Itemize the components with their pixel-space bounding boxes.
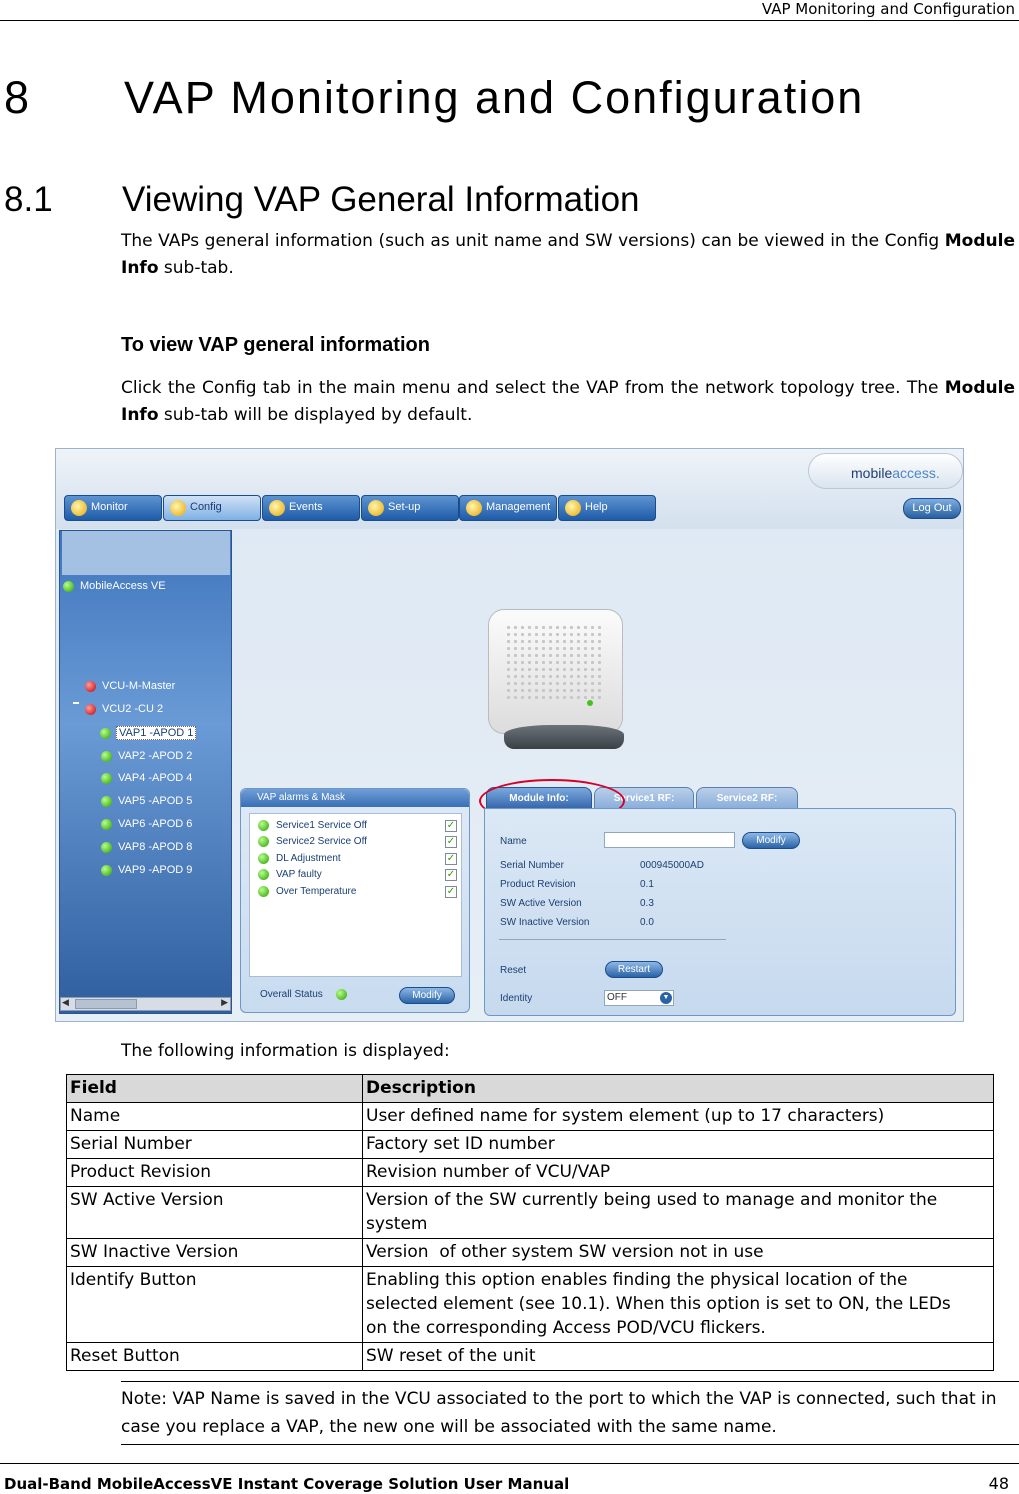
chevron-down-icon[interactable]: ▼ — [660, 992, 672, 1004]
status-led-icon — [100, 728, 111, 739]
field-cell: Serial Number — [67, 1131, 363, 1159]
logo-text — [851, 465, 940, 481]
field-cell: Identify Button — [67, 1267, 363, 1343]
device-led — [587, 700, 593, 706]
alarm-label: VAP faulty — [276, 869, 322, 880]
topology-tree — [59, 530, 232, 1014]
nav-label: Config — [190, 501, 222, 513]
status-led-icon — [101, 865, 112, 876]
table-row — [67, 1187, 994, 1239]
tree-node-vap1[interactable] — [116, 726, 196, 740]
status-led-icon — [258, 820, 269, 831]
header-description: Description — [363, 1075, 994, 1103]
status-led-icon — [258, 886, 269, 897]
nav-help-button[interactable] — [558, 495, 656, 521]
chapter-heading — [4, 72, 864, 124]
description-cell: Factory set ID number — [363, 1131, 994, 1159]
help-icon — [565, 500, 581, 516]
scroll-left-icon[interactable]: ◀ — [62, 998, 69, 1008]
status-led-icon — [101, 796, 112, 807]
field-cell: SW Inactive Version — [67, 1239, 363, 1267]
status-led-icon — [258, 853, 269, 864]
management-icon — [466, 500, 482, 516]
restart-button[interactable]: Restart — [605, 961, 663, 978]
tree-scrollbar[interactable] — [60, 997, 231, 1011]
tree-node-vap4[interactable] — [118, 772, 192, 784]
table-row — [67, 1159, 994, 1187]
vap-alarms-panel — [240, 788, 470, 1013]
tree-node-label: VAP4 -APOD 4 — [118, 772, 193, 784]
status-led-icon — [85, 681, 96, 692]
nav-label: Help — [585, 501, 608, 513]
footer-title: Dual-Band MobileAccessVE Instant Coverage Solution User Manual — [4, 1475, 570, 1493]
alarm-mask-checkbox[interactable]: ✓ — [446, 820, 456, 831]
alarm-label: DL Adjustment — [276, 853, 341, 864]
alarm-mask-checkbox[interactable]: ✓ — [446, 886, 456, 897]
alarm-label: Service1 Service Off — [276, 820, 367, 831]
device-body — [488, 609, 623, 734]
tree-node-vap9[interactable] — [118, 864, 192, 876]
status-led-icon — [336, 989, 347, 1000]
serial-number-value: 000945000AD — [640, 860, 704, 871]
access-pod-device-image — [486, 609, 626, 759]
table-row — [67, 1131, 994, 1159]
alarm-item — [276, 869, 322, 880]
tree-node-label: VAP2 -APOD 2 — [118, 750, 193, 762]
alarms-list — [249, 813, 462, 977]
procedure-text: Click the Config tab in the main menu and select the VAP from the network topology tree. The — [121, 378, 945, 398]
nav-label: Monitor — [91, 501, 128, 513]
alarm-item — [276, 886, 356, 897]
nav-label: Set-up — [388, 501, 421, 513]
sw-active-version-value: 0.3 — [640, 898, 654, 909]
intro-paragraph — [121, 228, 1015, 282]
mobileaccess-logo — [808, 453, 963, 489]
name-label: Name — [500, 836, 527, 847]
table-header-row — [67, 1075, 994, 1103]
status-led-icon — [101, 751, 112, 762]
description-cell: Version of other system SW version not in use — [363, 1239, 994, 1267]
alarm-label: Service2 Service Off — [276, 836, 367, 847]
tree-node-label: VCU-M-Master — [102, 680, 176, 692]
description-cell: Revision number of VCU/VAP — [363, 1159, 994, 1187]
setup-icon — [368, 500, 384, 516]
tree-node-label: VCU2 -CU 2 — [102, 703, 164, 715]
intro-bold: Module Info — [121, 231, 1015, 278]
field-description-table — [66, 1074, 994, 1371]
alarm-mask-checkbox[interactable]: ✓ — [446, 836, 456, 847]
nav-management-button[interactable] — [459, 495, 557, 521]
description-cell: Enabling this option enables finding the physical location of the selected element (see 10.1). When this option is set to ON, the LEDs on the corresponding Access POD/VCU flickers. — [363, 1267, 994, 1343]
alarm-item — [276, 836, 367, 847]
tree-node-label: VAP6 -APOD 6 — [118, 818, 193, 830]
overall-status-label: Overall Status — [260, 989, 323, 1000]
alarm-item — [276, 853, 341, 864]
description-cell: SW reset of the unit — [363, 1343, 994, 1371]
app-screenshot — [55, 448, 964, 1022]
status-led-icon — [101, 819, 112, 830]
alarm-mask-checkbox[interactable]: ✓ — [446, 853, 456, 864]
chapter-number: 8 — [4, 72, 32, 123]
field-cell: SW Active Version — [67, 1187, 363, 1239]
running-header-text: VAP Monitoring and Configuration — [761, 0, 1015, 18]
nav-label: Management — [486, 501, 551, 513]
description-cell: Version of the SW currently being used to manage and monitor the system — [363, 1187, 994, 1239]
tree-node-vap2[interactable] — [118, 750, 192, 762]
alarm-label: Over Temperature — [276, 886, 357, 897]
procedure-tail: sub-tab will be displayed by default. — [158, 405, 473, 425]
tree-node-label: VAP5 -APOD 5 — [118, 795, 193, 807]
section-heading — [4, 180, 640, 220]
identity-select[interactable] — [604, 990, 674, 1006]
module-info-panel — [484, 808, 956, 1016]
tree-header — [62, 531, 230, 575]
tree-node-label: VAP8 -APOD 8 — [118, 841, 193, 853]
product-revision-value: 0.1 — [640, 879, 654, 890]
page-number: 48 — [988, 1474, 1009, 1493]
tree-node-vcu-m[interactable] — [102, 680, 175, 692]
status-led-icon — [101, 773, 112, 784]
nav-monitor-button[interactable] — [64, 495, 162, 521]
alarm-mask-checkbox[interactable]: ✓ — [446, 869, 456, 880]
note-box: Note: VAP Name is saved in the VCU associated to the port to which the VAP is connected, such that in case you replace a VAP, the new one will be associated with the same name. — [121, 1381, 1019, 1445]
identity-value: OFF — [607, 992, 627, 1003]
header-field: Field — [67, 1075, 363, 1103]
field-cell: Product Revision — [67, 1159, 363, 1187]
status-led-icon — [258, 836, 269, 847]
alarms-modify-button[interactable]: Modify — [399, 987, 455, 1004]
overall-status — [260, 989, 323, 1000]
divider — [499, 939, 726, 940]
table-row — [67, 1343, 994, 1371]
name-modify-button[interactable]: Modify — [742, 832, 800, 849]
tree-node-vap6[interactable] — [118, 818, 192, 830]
status-led-icon — [101, 842, 112, 853]
chapter-title: VAP Monitoring and Configuration — [124, 72, 865, 123]
logo-suffix: access. — [892, 465, 940, 481]
description-cell: User defined name for system element (up to 17 characters) — [363, 1103, 994, 1131]
field-cell: Reset Button — [67, 1343, 363, 1371]
events-icon — [269, 500, 285, 516]
monitor-icon — [71, 500, 87, 516]
device-grill — [505, 624, 605, 699]
table-row — [67, 1267, 994, 1343]
identity-label: Identity — [500, 993, 533, 1004]
device-stand — [504, 725, 624, 749]
running-footer — [0, 1463, 1019, 1494]
status-led-icon — [258, 869, 269, 880]
alarm-item — [276, 820, 367, 831]
sw-active-version-label: SW Active Version — [500, 898, 582, 909]
procedure-title: To view VAP general information — [121, 334, 430, 356]
section-title: Viewing VAP General Information — [122, 180, 640, 219]
tree-node-label: MobileAccess VE — [80, 580, 166, 592]
tab-service1-rf[interactable]: Service1 RF: — [594, 787, 694, 809]
intro-text: The VAPs general information (such as unit name and SW versions) can be viewed in the Config — [121, 231, 945, 251]
config-icon — [170, 500, 186, 516]
scroll-right-icon[interactable]: ▶ — [221, 998, 228, 1008]
status-led-icon — [63, 581, 74, 592]
sw-inactive-version-value: 0.0 — [640, 917, 654, 928]
intro-tail: sub-tab. — [158, 258, 234, 278]
nav-config-button[interactable] — [163, 495, 261, 521]
tree-node-vap8[interactable] — [118, 841, 192, 853]
alarms-panel-title: VAP alarms & Mask — [241, 789, 469, 807]
field-cell: Name — [67, 1103, 363, 1131]
name-input[interactable] — [604, 832, 735, 848]
sw-inactive-version-label: SW Inactive Version — [500, 917, 590, 928]
status-led-icon — [85, 704, 96, 715]
serial-number-label: Serial Number — [500, 860, 564, 871]
reset-label: Reset — [500, 965, 527, 976]
tab-service2-rf[interactable]: Service2 RF: — [696, 787, 798, 809]
procedure-bold: Module Info — [121, 378, 1015, 425]
nav-events-button[interactable] — [262, 495, 360, 521]
section-number: 8.1 — [4, 180, 53, 219]
tree-node-root[interactable] — [80, 580, 166, 592]
tree-node-vcu2[interactable] — [102, 703, 163, 715]
running-header — [0, 0, 1019, 21]
table-row — [67, 1103, 994, 1131]
scroll-thumb[interactable] — [75, 999, 137, 1009]
logo-prefix: mobile — [851, 465, 893, 481]
tree-node-vap5[interactable] — [118, 795, 192, 807]
logout-button[interactable]: Log Out — [903, 498, 961, 519]
tree-node-label: VAP1 -APOD 1 — [119, 727, 194, 739]
collapse-icon[interactable] — [73, 702, 79, 704]
procedure-paragraph — [121, 375, 1015, 429]
table-row — [67, 1239, 994, 1267]
tree-node-label: VAP9 -APOD 9 — [118, 864, 193, 876]
nav-label: Events — [289, 501, 323, 513]
nav-setup-button[interactable] — [361, 495, 459, 521]
tab-module-info[interactable]: Module Info: — [486, 787, 592, 809]
table-caption: The following information is displayed: — [121, 1041, 450, 1061]
product-revision-label: Product Revision — [500, 879, 576, 890]
